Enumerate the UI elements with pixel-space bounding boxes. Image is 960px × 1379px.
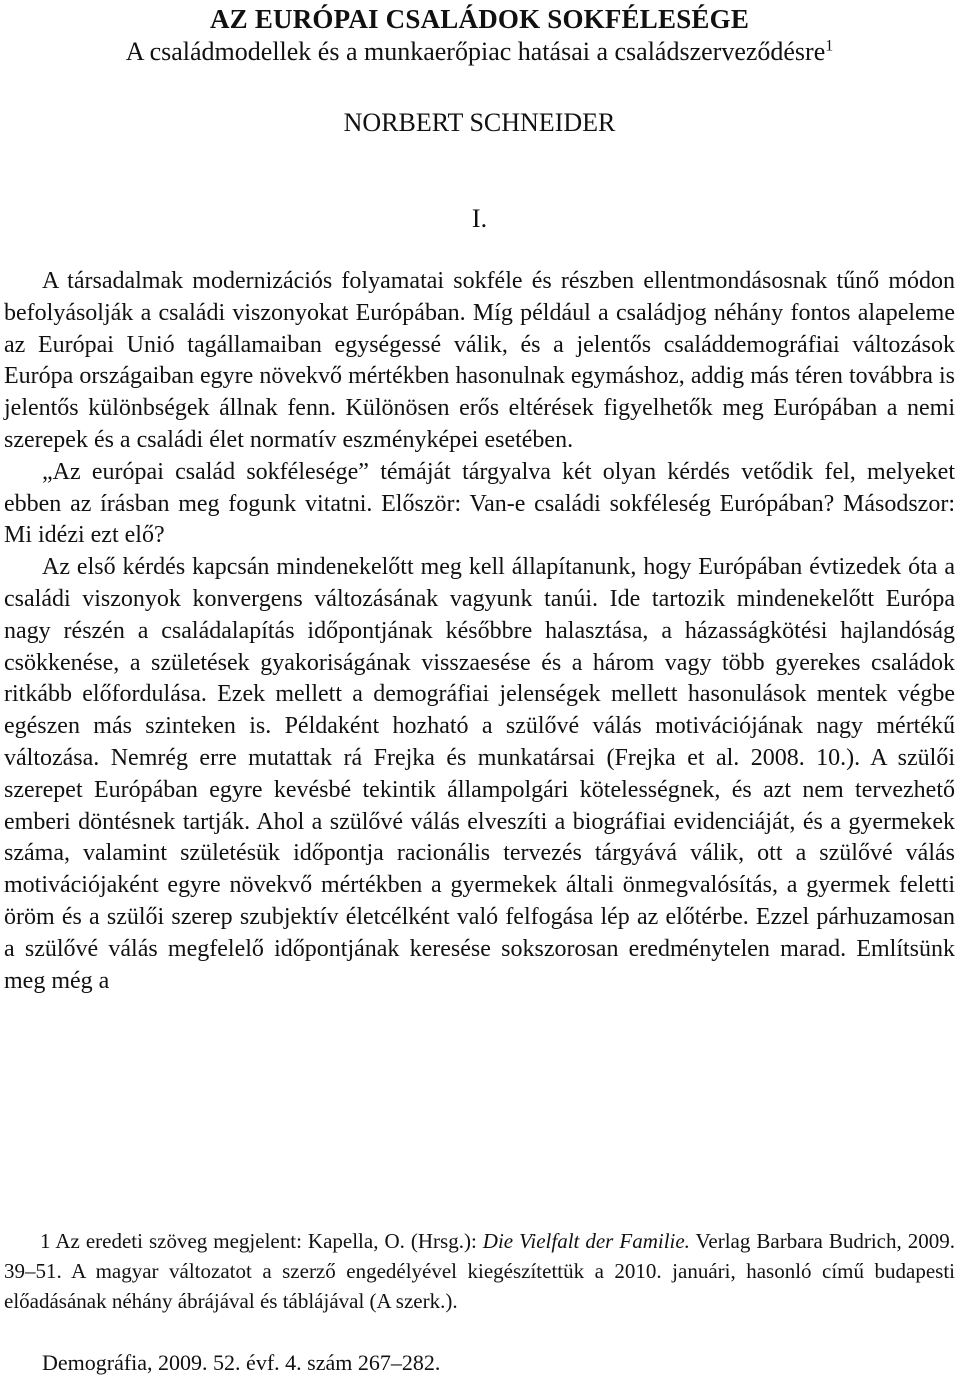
paragraph: „Az európai család sokfélesége” témáját tárgyalva két olyan kérdés vetődik fel, melyeket ebben az írásban meg fogunk vitatni. Először: Van-e családi sokféleség Európában? Másodszor: Mi idézi ezt elő? bbox=[4, 458, 955, 549]
document-page bbox=[0, 4, 960, 1379]
body-text bbox=[4, 266, 955, 997]
journal-citation: Demográfia, 2009. 52. évf. 4. szám 267–282. bbox=[42, 1350, 441, 1375]
article-subtitle bbox=[4, 36, 955, 68]
footnote bbox=[4, 1226, 955, 1316]
footnote-text: Az eredeti szöveg megjelent: Kapella, O. (Hrsg.): bbox=[55, 1229, 483, 1253]
paragraph: A társadalmak modernizációs folyamatai sokféle és részben ellentmondásosnak tűnő módon befolyásolják a családi viszonyokat Európában. Míg például a családjog néhány fontos alapeleme az Európai Unió tagállamaiban egységessé válik, és a jelentős családdemográfiai változások Európa országaiban egyre növekvő mértékben hasonulnak egymáshoz, addig más téren továbbra is jelentős különbségek állnak fenn. Különösen erős eltérések figyelhetők meg Európában a nemi szerepek és a családi élet normatív eszményképei esetében. bbox=[4, 268, 955, 453]
footnote-area bbox=[4, 1226, 955, 1316]
author-name: NORBERT SCHNEIDER bbox=[343, 108, 616, 137]
section-heading: I. bbox=[471, 204, 488, 233]
paragraph: Az első kérdés kapcsán mindenekelőtt meg kell állapítanunk, hogy Európában évtizedek óta a családi viszonyok konvergens változásának vagyunk tanúi. Ide tartozik mindenekelőtt Európa nagy részén a családalapítás időpontjának későbbre halasztása, a házasságkötési hajlandóság csökkenése, a születések gyakoriságának visszaesése és a három vagy több gyerekes családok ritkább előfordulása. Ezek mellett a demográfiai jelenségek mellett hasonulások mentek végbe egészen más szinteken is. Példaként hozható a szülővé válás motivációjának nagy mértékű változása. Nemrég erre mutattak rá Frejka és munkatársai (Frejka et al. 2008. 10.). A szülői szerepet Európában egyre kevésbé tekintik állampolgári kötelességnek, és azt nem tervezhető emberi döntésnek tartják. Ahol a szülővé válás elveszíti a biográfiai evidenciáját, és a gyermekek száma, valamint születésük időpontja racionális tervezés tárgyává válik, ott a szülővé válás motivációjaként egyre növekvő mértékben a gyermekek általi önmegvalósítás, a gyermek feletti öröm és a szülői szerep szubjektív életcélként való felfogása lép az előtérbe. Ezzel párhuzamosan a szülővé válás megfelelő időpontjának keresése sokszorosan eredménytelen marad. Említsünk meg még a bbox=[4, 554, 955, 994]
article-title: AZ EURÓPAI CSALÁDOK SOKFÉLESÉGE bbox=[209, 4, 750, 34]
footnote-reference: 1 bbox=[825, 37, 834, 55]
subtitle-text: A családmodellek és a munkaerőpiac hatásai a családszerveződésre bbox=[125, 37, 826, 66]
footnote-text-end: Verlag Barbara Budrich, 2009. 39–51. A magyar változatot a szerző engedélyével kiegészítettük a 2010. januári, hasonló című budapesti előadásának néhány ábrájával és táblájával (A szerk.). bbox=[4, 1229, 955, 1313]
footnote-number: 1 bbox=[40, 1229, 51, 1253]
footnote-book-title: Die Vielfalt der Familie. bbox=[482, 1229, 690, 1253]
